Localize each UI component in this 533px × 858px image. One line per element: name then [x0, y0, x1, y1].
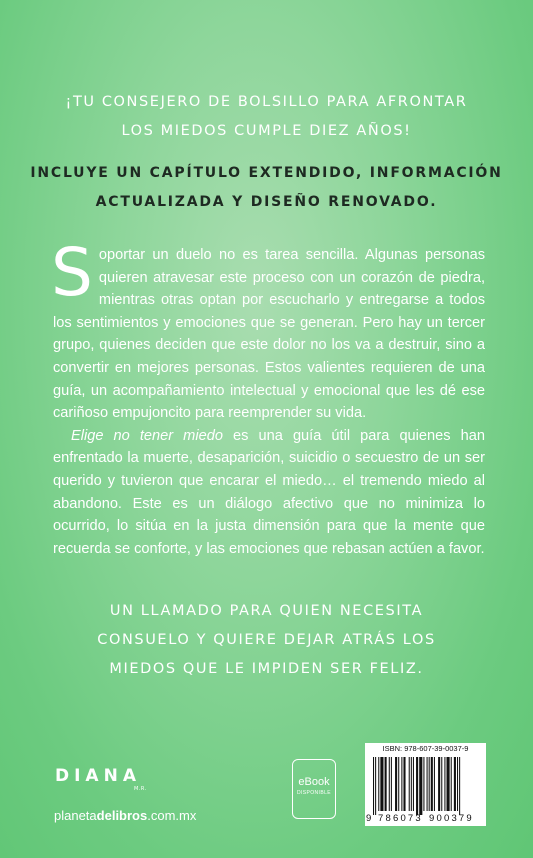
barcode-digits-left: 786073 — [378, 813, 423, 824]
isbn-label: ISBN: 978-607-39-0037-9 — [382, 744, 469, 753]
synopsis-paragraph-1-text: oportar un duelo no es tarea sencilla. Algunas personas quieren atravesar este proceso con un corazón de piedra, mientras otras optan por escucharlo y entregarse a todos los sentimientos y emociones que se generan. Pero hay un tercer grupo, quienes deciden que este dolor no los va a destruir, sino a convertir en mejores personas. Estos valientes requieren de una guía, un acompañamiento intelectual y emocional que les dé ese cariñoso empujoncito para reemprender su vida. — [53, 247, 485, 422]
synopsis — [51, 234, 485, 560]
headline-anniversary-line2: LOS MIEDOS CUMPLE DIEZ AÑOS! — [121, 123, 412, 139]
diana-logo-mark: M.R. — [134, 786, 147, 792]
book-title-italic: Elige no tener miedo — [71, 427, 223, 444]
headline-closing-line1: UN LLAMADO PARA QUIEN NECESITA — [109, 603, 424, 619]
headline-closing-line3: MIEDOS QUE LE IMPIDEN SER FELIZ. — [109, 661, 424, 677]
publisher-url-part1: planeta — [54, 808, 97, 823]
diana-logo: DIANA — [55, 766, 141, 786]
headline-closing — [0, 597, 533, 684]
publisher-url-part2: delibros — [96, 808, 148, 823]
publisher-url-part3: .com.mx — [147, 808, 197, 823]
ebook-badge — [292, 759, 336, 819]
barcode-bars — [371, 757, 481, 815]
synopsis-paragraph-1 — [51, 234, 485, 425]
synopsis-paragraph-2 — [53, 425, 485, 561]
barcode-digits-right: 900379 — [429, 813, 474, 824]
publisher-url — [54, 808, 196, 823]
headline-anniversary — [0, 88, 533, 146]
drop-cap: S — [51, 234, 93, 311]
ebook-badge-subtitle: DISPONIBLE — [296, 790, 331, 796]
barcode-digit-first: 9 — [366, 813, 372, 824]
ebook-badge-title: eBook — [298, 776, 330, 788]
synopsis-paragraph-2-text: es una guía útil para quienes han enfrentado la muerte, desaparición, suicidio o secuestro de un ser querido y tuvieron que encarar el miedo… el tremendo miedo al abandono. Este es un diálogo afectivo que no minimiza lo ocurrido, lo sitúa en la justa dimensión para que la mente que recuerda se conforte, y las emociones que rebasan actúen a favor. — [53, 427, 485, 557]
barcode — [365, 743, 486, 826]
headline-edition-line1: INCLUYE UN CAPÍTULO EXTENDIDO, INFORMACIÓN — [30, 165, 503, 181]
headline-edition — [0, 159, 533, 217]
headline-edition-line2: ACTUALIZADA Y DISEÑO RENOVADO. — [95, 194, 438, 210]
headline-anniversary-line1: ¡TU CONSEJERO DE BOLSILLO PARA AFRONTAR — [65, 94, 468, 110]
headline-closing-line2: CONSUELO Y QUIERE DEJAR ATRÁS LOS — [97, 632, 436, 648]
